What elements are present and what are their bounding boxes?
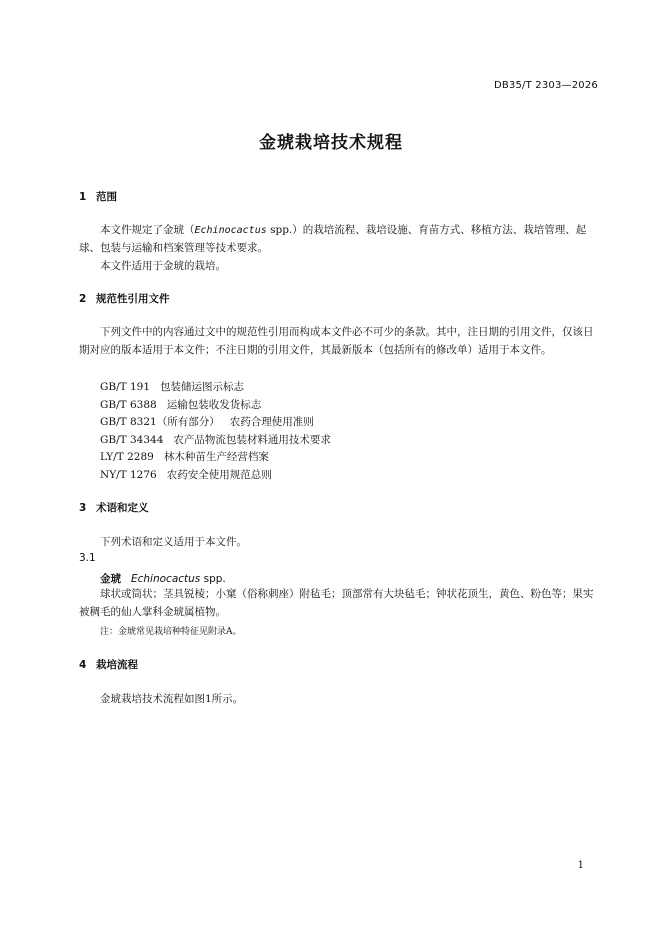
scope-latin-name: Echinocactus xyxy=(194,225,267,236)
reference-title: 农药合理使用准则 xyxy=(229,416,314,428)
section-title: 栽培流程 xyxy=(96,659,138,671)
reference-title: 林木种苗生产经营档案 xyxy=(163,451,269,463)
term-definition: 球状或筒状；茎具锐棱；小窠（俗称刺座）附毡毛；顶部常有大块毡毛；钟状花顶生，黄色、粉色等；果实被稠毛的仙人掌科金琥属植物。 xyxy=(79,588,594,618)
reference-code: GB/T 6388 xyxy=(100,399,157,411)
section-title: 术语和定义 xyxy=(96,502,149,514)
reference-title: 农药安全使用规范总则 xyxy=(166,469,272,481)
reference-code: GB/T 191 xyxy=(100,381,151,393)
term-note: 注：金琥常见栽培种特征见附录A。 xyxy=(100,627,242,637)
terms-intro: 下列术语和定义适用于本文件。 xyxy=(100,536,247,548)
page-title: 金琥栽培技术规程 xyxy=(259,133,403,153)
reference-item xyxy=(100,467,272,482)
reference-item xyxy=(100,397,261,412)
reference-item xyxy=(100,414,314,429)
section-number: 1 xyxy=(79,191,87,203)
section-number: 3 xyxy=(79,502,87,514)
reference-item xyxy=(100,449,269,464)
section-number: 2 xyxy=(79,293,87,305)
scope-paragraph-2: 本文件适用于金琥的栽培。 xyxy=(100,260,226,272)
scope-text-part: spp.）的栽培流程、栽培设施、育苗方式、移植方法、栽培管理、起球、包装与运输和档案管理等技术要求。 xyxy=(79,224,587,254)
section-number: 4 xyxy=(79,659,87,671)
term-latin-name: Echinocactus xyxy=(131,573,201,585)
section-title: 规范性引用文件 xyxy=(96,293,170,305)
term-latin-suffix: spp. xyxy=(200,573,226,585)
section-heading-normative xyxy=(79,291,170,306)
reference-code: GB/T 8321（所有部分） xyxy=(100,416,220,428)
reference-code: NY/T 1276 xyxy=(100,469,157,481)
section-heading-scope xyxy=(79,189,117,204)
term-chinese-name: 金琥 xyxy=(100,573,121,585)
scope-paragraph-1 xyxy=(79,222,600,257)
reference-title: 包装储运图示标志 xyxy=(160,381,245,393)
section-title: 范围 xyxy=(96,191,117,203)
section-heading-process xyxy=(79,657,138,672)
page-number: 1 xyxy=(577,860,584,871)
normative-intro: 下列文件中的内容通过文中的规范性引用而构成本文件必不可少的条款。其中，注日期的引用文件，仅该日期对应的版本适用于本文件；不注日期的引用文件，其最新版本（包括所有的修改单）适用于本文件。 xyxy=(79,326,594,356)
term-name xyxy=(100,571,226,586)
section-heading-terms xyxy=(79,500,149,515)
reference-code: LY/T 2289 xyxy=(100,451,154,463)
reference-item xyxy=(100,432,331,447)
reference-code: GB/T 34344 xyxy=(100,434,164,446)
reference-title: 农产品物流包装材料通用技术要求 xyxy=(173,434,331,446)
standard-number: DB35/T 2303—2026 xyxy=(493,80,598,91)
reference-title: 运输包装收发货标志 xyxy=(166,399,262,411)
term-number: 3.1 xyxy=(79,552,96,564)
process-paragraph: 金琥栽培技术流程如图1所示。 xyxy=(100,693,244,705)
scope-text-part: 本文件规定了金琥（ xyxy=(100,224,195,236)
reference-item xyxy=(100,379,244,394)
